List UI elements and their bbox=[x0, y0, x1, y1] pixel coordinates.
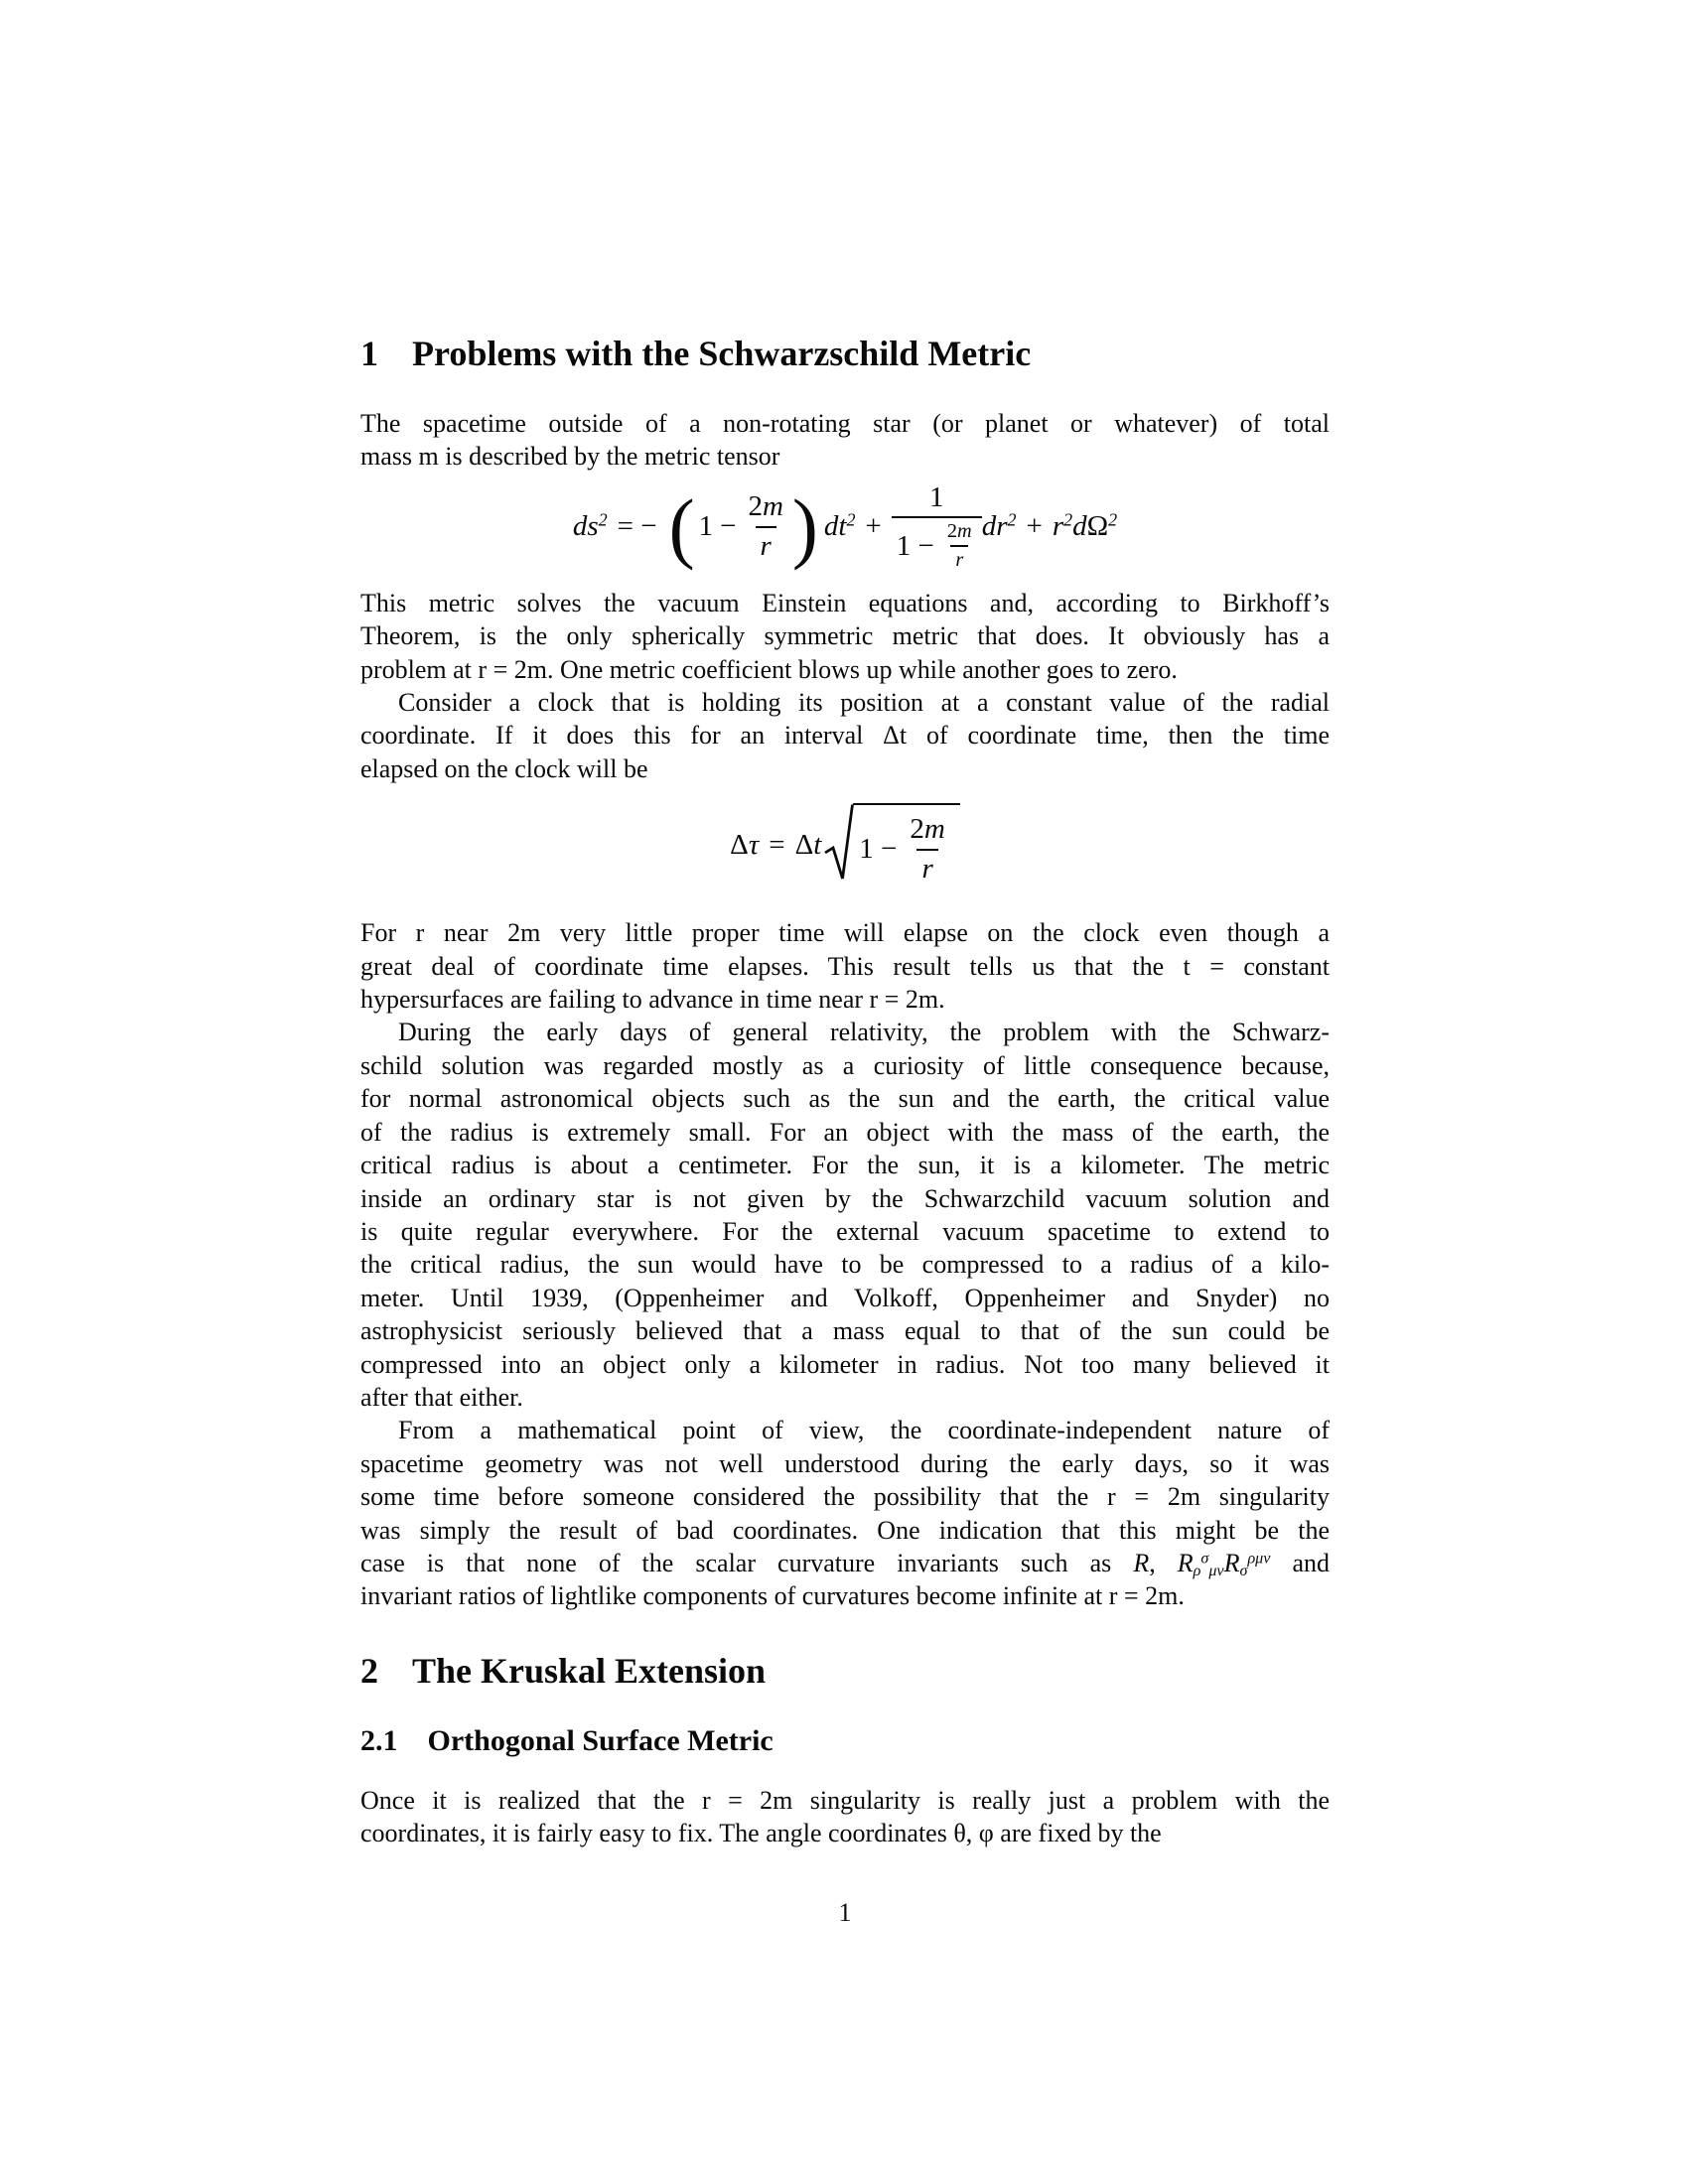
text-line: invariant ratios of lightlike components of curvatures become infinite at r = 2m. bbox=[360, 1581, 1185, 1611]
section-1-heading bbox=[360, 0, 1330, 375]
schwarzschild-metric-equation: $ds^2$ = − ( 1 − $\frac{2m}{r}$ ) $dt^2$ + 1 1 − $\frac{2m}{r}$ $dr^2$ + $r^2d\Omega^2$ bbox=[572, 480, 1118, 572]
text-line: meter. Until 1939, (Oppenheimer and Volkoff, Oppenheimer and Snyder) no bbox=[360, 1283, 1330, 1312]
eq-delta-t: Δt bbox=[794, 828, 822, 861]
text-line: inside an ordinary star is not given by the Schwarzchild vacuum solution and bbox=[360, 1183, 1330, 1213]
section-number: 2 bbox=[360, 1650, 378, 1691]
text-line: Theorem, is the only spherically symmetric metric that does. It obviously has a bbox=[360, 621, 1330, 651]
eq-equals-minus: = − bbox=[617, 510, 657, 543]
section-2-heading bbox=[360, 1649, 1330, 1693]
text-line: Consider a clock that is holding its position at a constant value of the radial bbox=[398, 688, 1330, 718]
text-line: hypersurfaces are failing to advance in time near r = 2m. bbox=[360, 985, 945, 1015]
eq-dt-squared: $dt^2$ bbox=[823, 509, 856, 543]
eq-one: 1 bbox=[698, 510, 714, 543]
subsection-title: Orthogonal Surface Metric bbox=[427, 1723, 774, 1757]
text-column bbox=[360, 0, 1330, 1850]
paragraph-kruskal-intro bbox=[360, 1784, 1330, 1850]
text-line: critical radius is about a centimeter. For the sun, it is a kilometer. The metric bbox=[360, 1151, 1330, 1180]
paragraph-history bbox=[360, 1016, 1330, 1414]
eq-dr-squared: $dr^2$ bbox=[981, 509, 1017, 543]
paragraph-proper-time bbox=[360, 916, 1330, 1016]
paragraph-clock bbox=[360, 686, 1330, 785]
text-line: coordinates, it is fairly easy to fix. The angle coordinates θ, φ are fixed by the bbox=[360, 1819, 1162, 1848]
paragraph-birkhoff bbox=[360, 587, 1330, 686]
text-line: During the early days of general relativity, the problem with the Schwarz- bbox=[398, 1018, 1330, 1047]
eq-ds-squared: $ds^2$ bbox=[572, 509, 608, 543]
text-line: Once it is realized that the r = 2m singularity is really just a problem with the bbox=[360, 1785, 1330, 1815]
subsection-number: 2.1 bbox=[360, 1723, 398, 1757]
eq-plus: + bbox=[865, 510, 882, 543]
fraction-one-over-one-minus-2m-over-r: 1 1 − $\frac{2m}{r}$ bbox=[892, 481, 982, 573]
eq-r2-domega2: $r^2d\Omega^2$ bbox=[1052, 509, 1118, 543]
text-line: some time before someone considered the possibility that the r = 2m singularity bbox=[360, 1482, 1330, 1512]
text-line: after that either. bbox=[360, 1382, 523, 1412]
radical-sign-icon bbox=[824, 803, 854, 887]
eq-delta-tau: Δτ bbox=[730, 828, 760, 861]
text-line: spacetime geometry was not well understood during the early days, so it was bbox=[360, 1448, 1330, 1478]
text-line: schild solution was regarded mostly as a curiosity of little consequence because, bbox=[360, 1050, 1330, 1080]
text-line: mass m is described by the metric tensor bbox=[360, 442, 780, 472]
page-number: 1 bbox=[838, 1898, 852, 1927]
text-line: is quite regular everywhere. For the external vacuum spacetime to extend to bbox=[360, 1216, 1330, 1246]
text-line: For r near 2m very little proper time will elapse on the clock even though a bbox=[360, 918, 1330, 948]
fraction-2m-over-r: $\frac{2m}{r}$ bbox=[748, 490, 783, 562]
paragraph-intro bbox=[360, 407, 1330, 474]
text-line: of the radius is extremely small. For an object with the mass of the earth, the bbox=[360, 1117, 1330, 1147]
text-line: From a mathematical point of view, the coordinate-independent nature of bbox=[398, 1416, 1330, 1445]
text-line: elapsed on the clock will be bbox=[360, 753, 648, 783]
proper-time-equation bbox=[360, 803, 1330, 887]
text-line: The spacetime outside of a non-rotating star (or planet or whatever) of total bbox=[360, 409, 1330, 438]
text-line: coordinate. If it does this for an interval Δt of coordinate time, then the time bbox=[360, 721, 1330, 751]
eq-minus: − bbox=[720, 510, 737, 543]
section-title: Problems with the Schwarzschild Metric bbox=[412, 334, 1032, 373]
radicand: 1 − $\frac{2m}{r}$ bbox=[853, 803, 960, 886]
text-line: compressed into an object only a kilometer in radius. Not too many believed it bbox=[360, 1349, 1330, 1379]
text-line: case is that none of the scalar curvature invariants such as R, $R_\rho^\sigma_{\mu\nu}R_\sigma^{\rho\mu\nu}$ and bbox=[360, 1548, 1331, 1579]
text-line: was simply the result of bad coordinates. One indication that this might be the bbox=[360, 1515, 1330, 1545]
section-number: 1 bbox=[360, 334, 378, 373]
text-line: problem at r = 2m. One metric coefficient blows up while another goes to zero. bbox=[360, 654, 1178, 684]
square-root bbox=[824, 803, 960, 887]
subsection-2-1-heading bbox=[360, 1722, 1330, 1760]
text-line: This metric solves the vacuum Einstein equations and, according to Birkhoff’s bbox=[360, 588, 1330, 617]
eq-equals: = bbox=[769, 828, 785, 861]
section-title: The Kruskal Extension bbox=[412, 1650, 767, 1691]
paragraph-mathematical bbox=[360, 1414, 1330, 1612]
text-line: the critical radius, the sun would have to be compressed to a radius of a kilo- bbox=[360, 1250, 1330, 1280]
eq-plus-2: + bbox=[1026, 510, 1043, 543]
text-line: astrophysicist seriously believed that a mass equal to that of the sun could be bbox=[360, 1316, 1330, 1346]
text-line: for normal astronomical objects such as the sun and the earth, the critical value bbox=[360, 1084, 1330, 1114]
text-line: great deal of coordinate time elapses. This result tells us that the t = constant bbox=[360, 951, 1330, 981]
fraction-2m-over-r: $\frac{2m}{r}$ bbox=[910, 813, 945, 885]
